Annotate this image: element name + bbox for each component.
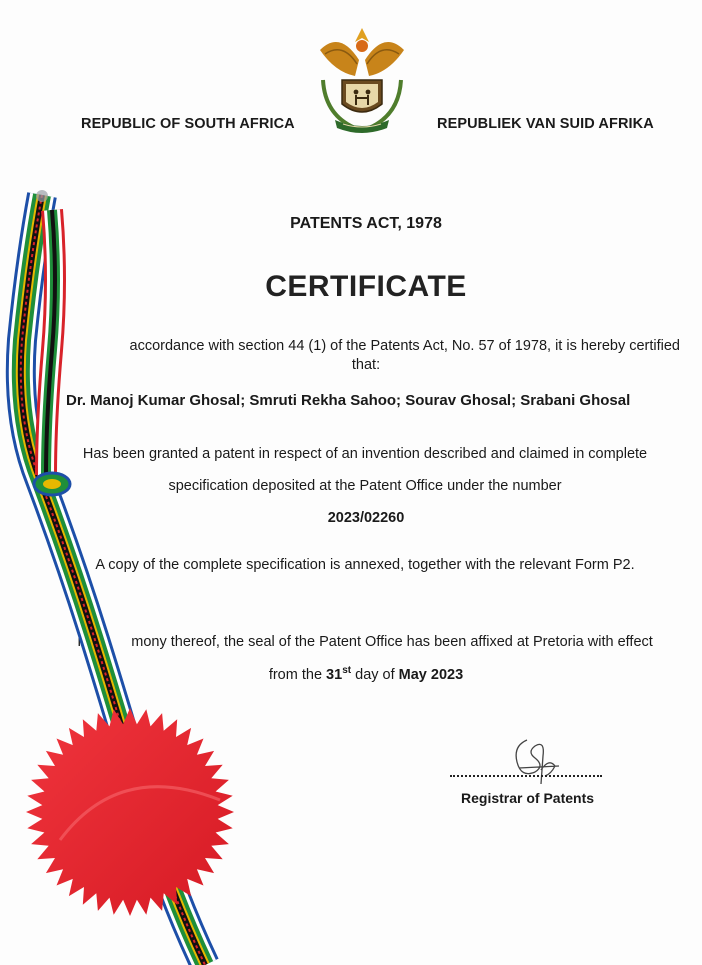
intro-line-2: that:: [351, 357, 381, 373]
red-wax-seal: [26, 708, 234, 916]
testimony-prefix: In: [77, 634, 90, 650]
effect-prefix: from the: [268, 666, 323, 683]
registrar-title: Registrar of Patents: [461, 790, 595, 806]
certificate-title: CERTIFICATE: [265, 270, 467, 303]
testimony-text: mony thereof, the seal of the Patent Office has been affixed at Pretoria with effect: [131, 634, 653, 650]
header-republic-afrikaans: REPUBLIEK VAN SUID AFRIKA: [437, 116, 654, 132]
copy-annexed-line: A copy of the complete specification is annexed, together with the relevant Form P2.: [95, 557, 635, 573]
granted-line-2: specification deposited at the Patent Office under the number: [168, 478, 562, 494]
effect-mid: day of: [355, 666, 395, 683]
coat-of-arms-icon: [315, 20, 409, 136]
patentee-names: Dr. Manoj Kumar Ghosal; Smruti Rekha Sahoo; Sourav Ghosal; Srabani Ghosal: [66, 392, 631, 409]
patent-number: 2023/02260: [327, 510, 405, 526]
act-title: PATENTS ACT, 1978: [290, 215, 442, 232]
testimony-line: [20, 634, 702, 650]
registrar-signature: [505, 732, 565, 790]
intro-line-1: accordance with section 44 (1) of the Patents Act, No. 57 of 1978, it is hereby certified: [129, 338, 680, 354]
effect-day: 31: [326, 666, 343, 683]
effect-date-line: [0, 665, 702, 683]
effect-day-suffix: st: [342, 665, 352, 676]
signature-dotted-line: [450, 775, 602, 777]
effect-date: May 2023: [398, 666, 464, 683]
granted-line-1: Has been granted a patent in respect of an invention described and claimed in complete: [82, 446, 648, 462]
ribbon: [21, 195, 205, 965]
header-republic-english: REPUBLIC OF SOUTH AFRICA: [81, 116, 295, 132]
